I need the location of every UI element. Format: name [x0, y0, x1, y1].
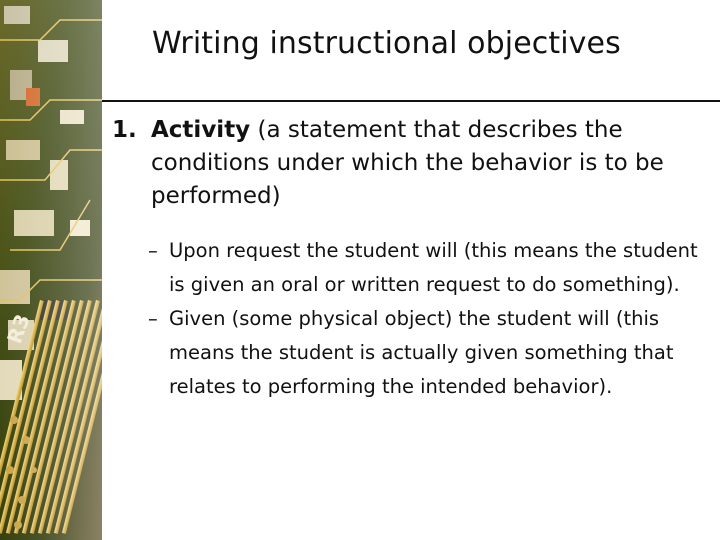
subitem-text: Given (some physical object) the student will (this means the student is actually given something that relates to performing the intended behavior).	[169, 307, 674, 398]
subitem-text: Upon request the student will (this means the student is given an oral or written request to do something).	[169, 239, 698, 296]
slide-title: Writing instructional objectives	[152, 26, 621, 61]
item-body	[151, 114, 712, 213]
dash-bullet: –	[148, 239, 158, 262]
item-number: 1.	[112, 117, 137, 143]
circuit-board-photo	[0, 0, 102, 540]
list-item	[148, 234, 718, 302]
dash-bullet: –	[148, 307, 158, 330]
objective-item	[112, 114, 712, 213]
item-keyword: Activity	[151, 117, 251, 143]
subitem-list	[148, 234, 718, 404]
title-divider	[102, 100, 720, 102]
item-text: (a statement that describes the conditions under which the behavior is to be performed)	[151, 117, 664, 209]
list-item	[148, 302, 718, 404]
